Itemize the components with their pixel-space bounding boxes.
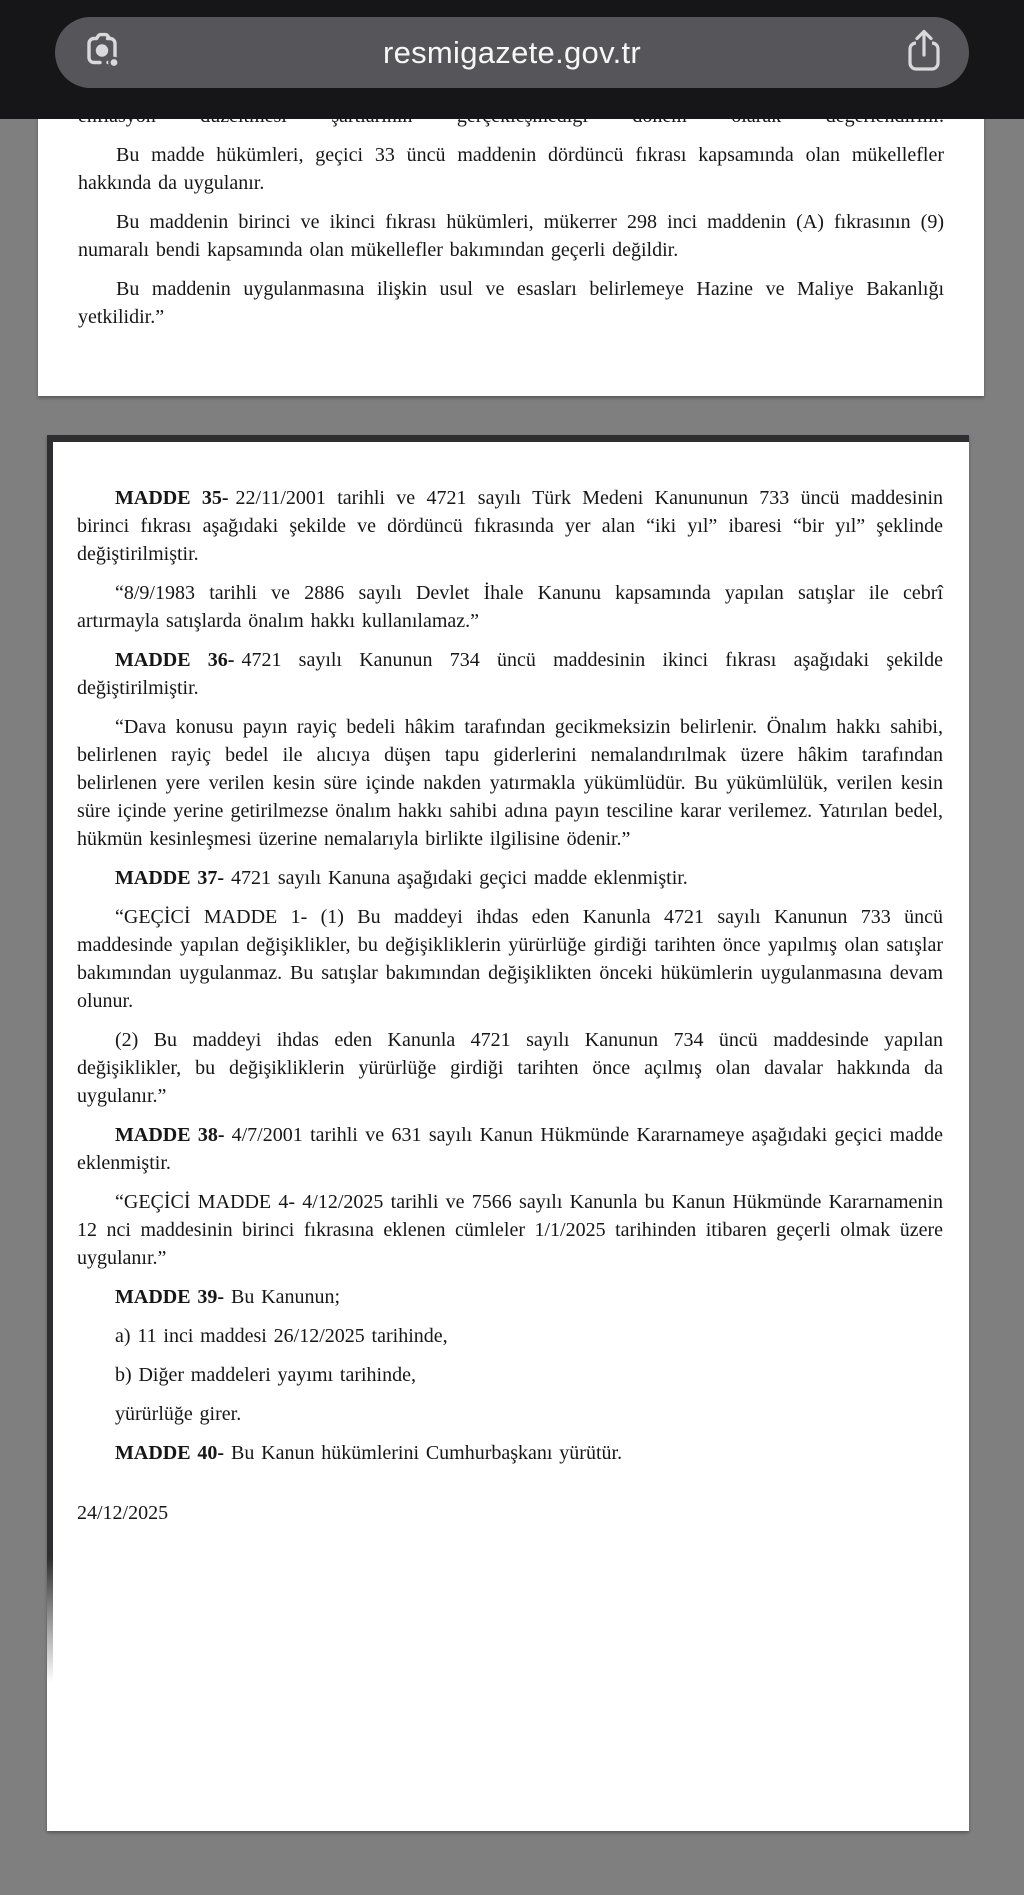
madde-40-label: MADDE 40- <box>115 1442 225 1464</box>
document-date: 24/12/2025 <box>77 1502 169 1524</box>
share-icon <box>905 27 943 78</box>
paragraph-text: 4721 sayılı Kanunun 734 üncü maddesinin ikinci fıkrası aşağıdaki şekilde değiştirilmiştir. <box>77 649 943 699</box>
lens-button[interactable] <box>69 17 139 88</box>
paragraph: Bu maddenin birinci ve ikinci fıkrası hükümleri, mükerrer 298 inci maddenin (A) fıkrasının (9) numaralı bendi kapsamında olan mükellefler bakımından geçerli değildir. <box>78 211 944 261</box>
paragraph-text: 4/7/2001 tarihli ve 631 sayılı Kanun Hükmünde Kararnameye aşağıdaki geçici madde eklenmiştir. <box>77 1124 943 1174</box>
paragraph-text: 4721 sayılı Kanuna aşağıdaki geçici madde eklenmiştir. <box>231 867 688 889</box>
lens-camera-icon <box>84 29 124 76</box>
paragraph-madde-38 <box>77 1121 943 1177</box>
paragraph-gecici-madde-1: “GEÇİCİ MADDE 1- (1) Bu maddeyi ihdas eden Kanunla 4721 sayılı Kanunun 733 üncü maddesinde yapılan değişiklikler, bu değişikliklerin yürürlüğe girdiği tarihten önce yapılmış olan satışlar bakımından uygulanmaz. Bu satışlar bakımından değişiklikten önceki hükümlerin uygulanmasına devam olunur. <box>77 906 943 1012</box>
madde-35-label: MADDE 35- <box>115 487 229 509</box>
madde-39-label: MADDE 39- <box>115 1286 225 1308</box>
paragraph-madde-35 <box>77 484 943 568</box>
madde-36-label: MADDE 36- <box>115 649 235 671</box>
paragraph-madde-39 <box>77 1283 943 1311</box>
paragraph-gecici-madde-4: “GEÇİCİ MADDE 4- 4/12/2025 tarihli ve 7566 sayılı Kanunla bu Kanun Hükmünde Kararnamenin 12 nci maddesinin birinci fıkrasına eklenen cümleler 1/1/2025 tarihinden itibaren geçerli olmak üzere uygulanır.” <box>77 1191 943 1269</box>
paragraph-madde-36 <box>77 646 943 702</box>
paragraph-item-b: b) Diğer maddeleri yayımı tarihinde, <box>115 1364 416 1386</box>
paragraph-text: Bu Kanun hükümlerini Cumhurbaşkanı yürütür. <box>231 1442 623 1464</box>
madde-37-label: MADDE 37- <box>115 867 225 889</box>
browser-chrome <box>0 0 1024 119</box>
address-bar[interactable] <box>55 17 969 88</box>
scanned-page-fragment <box>38 102 984 396</box>
share-button[interactable] <box>889 17 959 88</box>
madde-38-label: MADDE 38- <box>115 1124 225 1146</box>
paragraph: “Dava konusu payın rayiç bedeli hâkim tarafından gecikmeksizin belirlenir. Önalım hakkı sahibi, belirlenen rayiç bedel ile alıcıya düşen tapu giderlerini nemalandırılmak üzere hâkim tarafından belirlenen yere verilen kesin süre içinde nakden yatırmakla yükümlüdür. Bu yükümlülük, verilen kesin süre içinde yerine getirilmezse önalım hakkı sahibi adına payın tesciline karar verilemez. Yatırılan bedel, hükmün kesinleşmesi üzerine nemalarıyla birlikte ilgilisine ödenir.” <box>77 716 943 850</box>
paragraph: Bu maddenin uygulanmasına ilişkin usul ve esasları belirlemeye Hazine ve Maliye Bakanlığı yetkilidir.” <box>78 278 944 328</box>
paragraph: “8/9/1983 tarihli ve 2886 sayılı Devlet İhale Kanunu kapsamında yapılan satışlar ile cebrî artırmayla satışlarda önalım hakkı kullanılamaz.” <box>77 582 943 632</box>
paragraph: (2) Bu maddeyi ihdas eden Kanunla 4721 sayılı Kanunun 734 üncü maddesinde yapılan değişiklikler, bu değişikliklerin yürürlüğe girdiği tarihten önce açılmış olan davalar hakkında da uygulanır.” <box>77 1029 943 1107</box>
paragraph: Bu madde hükümleri, geçici 33 üncü maddenin dördüncü fıkrası kapsamında olan mükellefler hakkında da uygulanır. <box>78 144 944 194</box>
paragraph-madde-37 <box>77 864 943 892</box>
url-text: resmigazete.gov.tr <box>382 35 642 70</box>
paragraph-text: Bu Kanunun; <box>231 1286 341 1308</box>
paragraph-text: 22/11/2001 tarihli ve 4721 sayılı Türk Medeni Kanununun 733 üncü maddesinin birinci fıkrası aşağıdaki şekilde ve dördüncü fıkrasında yer alan “iki yıl” ibaresi “bir yıl” şeklinde değiştirilmiştir. <box>77 487 944 565</box>
paragraph-madde-40 <box>77 1439 943 1467</box>
paragraph-item-a: a) 11 inci maddesi 26/12/2025 tarihinde, <box>115 1325 448 1347</box>
document-scroll-area[interactable] <box>0 119 1024 1895</box>
paragraph: yürürlüğe girer. <box>115 1403 242 1425</box>
scanned-page-main <box>47 435 969 1831</box>
